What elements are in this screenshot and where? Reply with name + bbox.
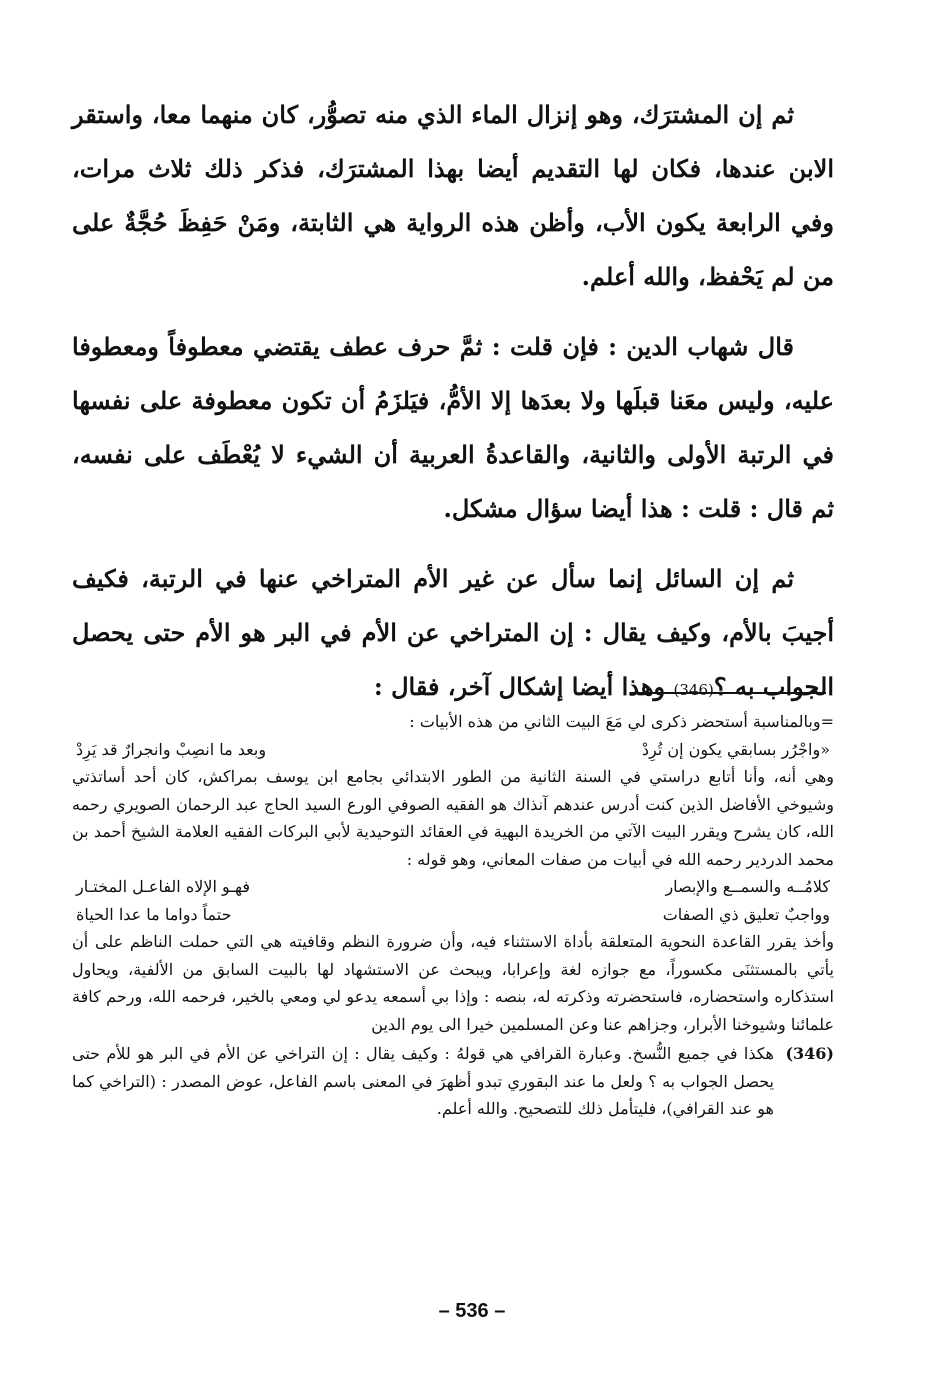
verse-line-2 (72, 873, 834, 901)
verse-1-second-hemistich: وبعد ما انصِبْ وانجرارٌ قد يَرِدْ (76, 739, 267, 759)
footnote-separator (630, 692, 826, 694)
footnotes (72, 708, 834, 1123)
page-number: – 536 – (438, 1300, 506, 1322)
verse-3-first-hemistich: وواجبٌ تعليق ذي الصفات (662, 904, 830, 924)
paragraph-1: ثم إن المشترَك، وهو إنزال الماء الذي منه تصوُّر، كان منهما معا، واستقر الابن عندها، فكان لها التقديم أيضا بهذا المشترَك، فذكر ذلك ثلاث مرات، وفي الرابعة يكون الأب، وأظن هذه الرواية هي الثابتة، ومَنْ حَفِظَ حُجَّةٌ على من لم يَحْفظ، والله أعلم. (72, 100, 834, 291)
paragraph-3-end: وهذا أيضا إشكال آخر، فقال : (373, 672, 674, 701)
paragraph-3-text: ثم إن السائل إنما سأل عن غير الأم المتراخي عنها في الرتبة، فكيف أجيبَ بالأم، وكيف يقال : إن المتراخي عن الأم في البر هو الأم حتى يحصل الجواب به ؟ (72, 564, 834, 701)
footnote-346 (72, 1040, 834, 1123)
main-text (72, 88, 834, 733)
paragraph-2: قال شهاب الدين : فإن قلت : ثمَّ حرف عطف يقتضي معطوفاً ومعطوفا عليه، وليس معَنا قبلَها ولا بعدَها إلا الأمُّ، فيَلزَمُ أن تكون معطوفة على نفسها في الرتبة الأولى والثانية، والقاعدةُ العربية أن الشيء لا يُعْطَف على نفسه، ثم قال : قلت : هذا أيضا سؤال مشكل. (72, 332, 834, 523)
verse-2-first-hemistich: كلامُــه والسمــع والإبصار (665, 877, 830, 896)
verse-2-second-hemistich: فهـو الإلاه الفاعـل المختـار (76, 877, 250, 896)
footnote-story-part-1: وهي أنه، وأنا أتابع دراستي في السنة الثانية من الطور الابتدائي بجامع ابن يوسف بمراكش، كان أحد أساتذتي وشيوخي الأفاضل الذين كنت أدرس عندهم آنذاك هو الفقيه الصوفي الورع السيد الحاج عبد الرحمان الصويري رحمه الله، كان يشرح ويقرر البيت الآتي من الخريدة البهية في العقائد التوحيدية لأبي البركات الفقيه العلامة الشيخ أحمد بن محمد الدردير رحمه الله في أبيات من صفات المعاني، وهو قوله : (72, 767, 834, 869)
verse-line-1 (72, 736, 834, 764)
footnote-continuation-intro: =وبالمناسبة أستحضر ذكرى لي مَعَ البيت الثاني من هذه الأبيات : (409, 712, 834, 731)
footnote-346-number: (346) (785, 1044, 834, 1063)
footnote-reference-346[interactable]: (346) (673, 681, 714, 699)
verse-3-second-hemistich: حتماً دواما ما عدا الحياة (76, 904, 232, 924)
footnote-story-part-2: وأخذ يقرر القاعدة النحوية المتعلقة بأداة الاستثناء فيه، وأن ضرورة النظم وقافيته هي التي حملت الناظم على أن يأتي بالمستثنَى مكسوراً، مع جوازه لغة وإعرابا، ويبحث عن الاستشهاد لها بالبيت السابق من الألفية، ويحاول استذكاره واستحضاره، فاستحضرته وذكرته له، بنصه : وإذا بي أسمعه يدعو لي ومعي بالخير، فرحمه الله، ورحم كافة علمائنا وشيوخنا الأبرار، وجزاهم عنا وعن المسلمين خيرا الى يوم الدين (72, 932, 834, 1034)
verse-line-3 (72, 901, 834, 929)
verse-1-first-hemistich: «واجْرُر بسابقي يكون إن تُرِدْ (641, 739, 830, 759)
footnote-346-text: هكذا في جميع النُّسخ. وعبارة القرافي هي قولهُ : وكيف يقال : إن التراخي عن الأم في البر هو للأم حتى يحصل الجواب به ؟ ولعل ما عند البقوري تبدو أظهرَ في المعنى باسم الفاعل، عوض المصدر : (التراخي كما هو عند القرافي)، فليتأمل ذلك للتصحيح. والله أعلم. (72, 1044, 775, 1118)
